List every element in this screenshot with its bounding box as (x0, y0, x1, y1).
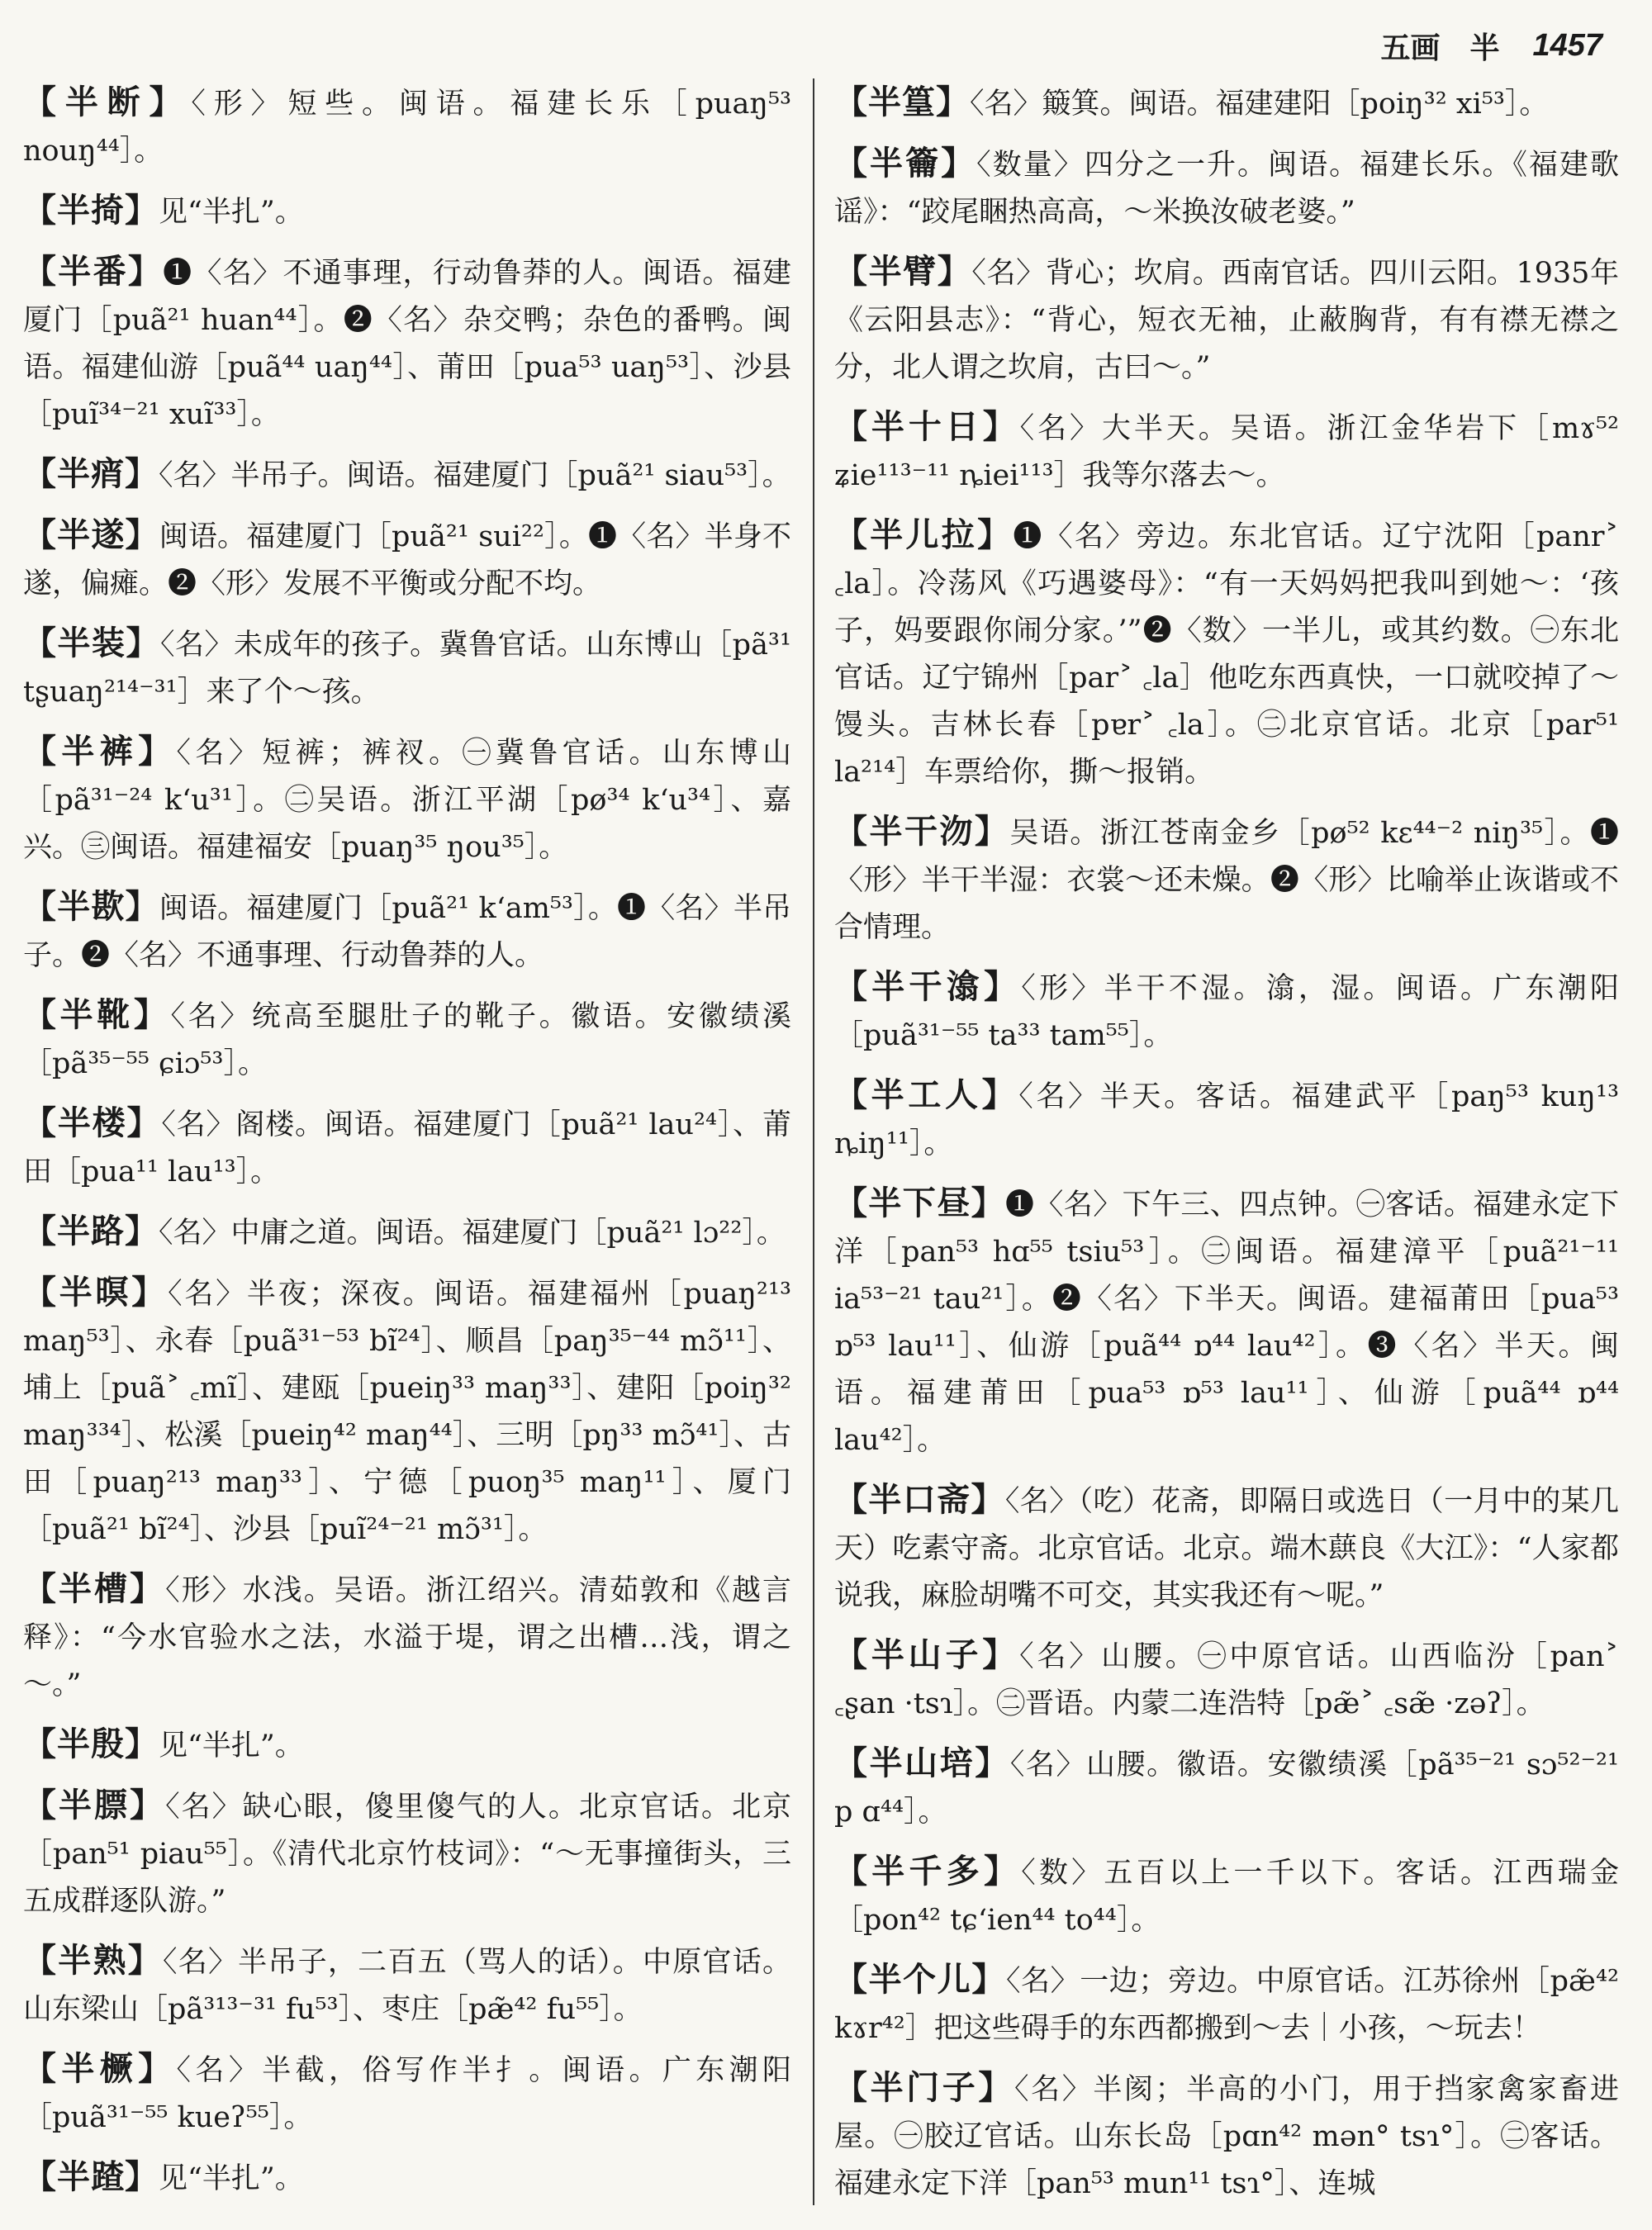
entry-headword: 【半橛】 (23, 2049, 177, 2088)
dictionary-entry (23, 728, 791, 871)
entry-definition: 〈数量〉四分之一升。闽语。福建长乐。《福建歌谣》：“跤尾睏热高高，～米换汝破老婆。” (834, 149, 1620, 229)
entry-definition: 〈名〉半截，俗写作半扌。闽语。广东潮阳［puã³¹⁻⁵⁵ kueʔ⁵⁵］。 (23, 2054, 791, 2134)
entry-definition: 〈名〉未成年的孩子。冀鲁官话。山东博山［pã³¹ tʂuaŋ²¹⁴⁻³¹］来了个～孩。 (23, 629, 791, 709)
entry-headword: 【半裤】 (23, 732, 177, 771)
entry-headword: 【半断】 (23, 83, 192, 121)
entry-definition: ❶〈名〉下午三、四点钟。㊀客话。福建永定下洋［pan⁵³ hɑ⁵⁵ tsiu⁵³］。㊁闽语。福建漳平［puã²¹⁻¹¹ ia⁵³⁻²¹ tau²¹］。❷〈名〉下半天。闽语。建福莆田［pua⁵³ ɒ⁵³ lau¹¹］、仙游［puã⁴⁴ ɒ⁴⁴ lau⁴²］。❸〈名〉半天。闽语。福建莆田［pua⁵³ ɒ⁵³ lau¹¹］、仙游［puã⁴⁴ ɒ⁴⁴ lau⁴²］。 (834, 1189, 1619, 1457)
entry-headword: 【半工人】 (834, 1075, 1019, 1114)
entry-headword: 【半槽】 (23, 1569, 166, 1608)
entry-headword: 【半山子】 (834, 1635, 1020, 1674)
entry-definition: 〈名〉（吃）花斋，即隔日或选日（一月中的某几天）吃素守斋。北京官话。北京。端木蕻良《大江》：“人家都说我，麻脸胡嘴不可交，其实我还有～呢。” (834, 1485, 1619, 1612)
entry-definition: 〈名〉半吊子，二百五（骂人的话）。中原官话。山东梁山［pã³¹³⁻³¹ fu⁵³］、枣庄［pæ̃⁴² fu⁵⁵］。 (23, 1946, 791, 2026)
dictionary-entry (23, 883, 791, 980)
dictionary-entry (834, 1476, 1619, 1620)
page-number: 1457 (1532, 27, 1602, 63)
dictionary-entry (834, 1848, 1619, 1944)
entry-headword: 【半千多】 (834, 1852, 1022, 1891)
entry-definition: 见“半扎”。 (159, 1729, 304, 1763)
entry-definition: 〈名〉山腰。㊀中原官话。山西临汾［pan˃ ꜀ʂan ·tsɿ］。㊁晋语。内蒙二连浩特［pæ̃˃ ꜀sæ̃ ·zəʔ］。 (834, 1640, 1619, 1720)
entry-headword: 【半痟】 (23, 454, 159, 493)
entry-headword: 【半装】 (23, 624, 161, 662)
entry-headword: 【半口斋】 (834, 1480, 1005, 1519)
dictionary-entry (23, 511, 791, 608)
dictionary-entry (834, 1956, 1619, 2052)
entry-headword: 【半山培】 (834, 1744, 1010, 1782)
entry-headword: 【半熟】 (23, 1941, 163, 1980)
entry-headword: 【半遂】 (23, 515, 159, 554)
dictionary-entry (23, 2045, 791, 2142)
entry-definition: 〈名〉阁楼。闽语。福建厦门［puã²¹ lau²⁴］、莆田［pua¹¹ lau¹³］。 (23, 1108, 792, 1189)
entry-headword: 【半膘】 (23, 1786, 166, 1824)
dictionary-entry (23, 187, 791, 236)
dictionary-entry (834, 1179, 1619, 1464)
dictionary-entry (834, 1631, 1619, 1728)
entry-definition: 见“半扎”。 (159, 2162, 304, 2195)
entry-definition: 〈名〉半吊子。闽语。福建厦门［puã²¹ siau⁵³］。 (159, 459, 791, 492)
dictionary-entry (834, 140, 1619, 236)
entry-definition: 〈形〉水浅。吴语。浙江绍兴。清茹敦和《越言释》：“今水官验水之法，水溢于堤，谓之出槽…浅，谓之～。” (23, 1574, 791, 1701)
dictionary-entry (23, 1565, 791, 1709)
entry-definition: 〈名〉中庸之道。闽语。福建厦门［puã²¹ lɔ²²］。 (159, 1217, 786, 1250)
dictionary-entry (834, 78, 1619, 128)
dictionary-entry (23, 248, 791, 439)
dictionary-entry (23, 1269, 791, 1554)
entry-headword: 【半干潝】 (834, 967, 1022, 1006)
entry-headword: 【半蹅】 (23, 2157, 159, 2196)
dictionary-entry (23, 1099, 791, 1196)
entry-definition: 〈名〉统高至腿肚子的靴子。徽语。安徽绩溪［pã³⁵⁻⁵⁵ ɕiɔ⁵³］。 (23, 1000, 791, 1080)
entry-headword: 【半个儿】 (834, 1960, 1006, 1999)
entry-headword: 【半掎】 (23, 191, 159, 230)
entry-definition: 〈名〉簸箕。闽语。福建建阳［poiŋ³² xi⁵³］。 (970, 88, 1549, 121)
entry-headword: 【半殷】 (23, 1725, 159, 1763)
running-head (50, 17, 1602, 74)
entry-definition: ❶〈名〉旁边。东北官话。辽宁沈阳［panr˃ ꜀la］。冷荡风《巧遇婆母》：“有一天妈妈把我叫到她～：‘孩子，妈要跟你闹分家。’”❷〈数〉一半儿，或其约数。㊀东北官话。辽宁锦州［par˃ ꜀la］他吃东西真快，一口就咬掉了～馒头。吉林长春［pɐr˃ ꜀la］。㊁北京官话。北京［par⁵¹ la²¹⁴］车票给你，撕～报销。 (834, 520, 1620, 789)
entry-headword: 【半番】 (23, 252, 164, 291)
dictionary-entry (834, 248, 1619, 391)
column-divider (813, 78, 814, 2205)
entry-headword: 【半下昼】 (834, 1184, 1005, 1222)
dictionary-entry (23, 1782, 791, 1925)
dictionary-entry (834, 1071, 1619, 1168)
dictionary-entry (23, 991, 791, 1088)
dictionary-entry (23, 1208, 791, 1257)
entry-definition: 闽语。福建厦门［puã²¹ k‘am⁵³］。❶〈名〉半吊子。❷〈名〉不通事理、行动鲁莽的人。 (23, 892, 792, 972)
entry-definition: 〈名〉山腰。徽语。安徽绩溪［pã³⁵⁻²¹ sɔ⁵²⁻²¹ p ɑ⁴⁴］。 (834, 1748, 1620, 1829)
entry-headword: 【半门子】 (834, 2068, 1015, 2107)
entry-headword: 【半歁】 (23, 887, 159, 926)
entry-headword: 【半儿拉】 (834, 515, 1014, 554)
entry-definition: 〈名〉一边；旁边。中原官话。江苏徐州［pæ̃⁴² kɤr⁴²］把这些碍手的东西都搬到～去｜小孩，～玩去！ (834, 1965, 1620, 2045)
entry-definition: 〈形〉短些。闽语。福建长乐［puaŋ⁵³ nouŋ⁴⁴］。 (23, 88, 792, 168)
entry-headword: 【半路】 (23, 1212, 159, 1250)
dictionary-entry (834, 1739, 1619, 1836)
dictionary-entry (23, 1720, 791, 1770)
entry-headword: 【半籥】 (834, 144, 977, 183)
left-column (23, 78, 791, 2213)
dictionary-entry (834, 808, 1619, 951)
entry-definition: 〈名〉背心；坎肩。西南官话。四川云阳。1935年《云阳县志》：“背心，短衣无袖，止蔽胸背，有有襟无襟之分，北人谓之坎肩，古曰～。” (834, 257, 1619, 384)
dictionary-entry (23, 1937, 791, 2033)
entry-definition: 〈名〉短裤；裤衩。㊀冀鲁官话。山东博山［pã³¹⁻²⁴ k‘u³¹］。㊁吴语。浙江平湖［pø³⁴ k‘u³⁴］、嘉兴。㊂闽语。福建福安［puaŋ³⁵ ŋou³⁵］。 (23, 737, 791, 864)
dictionary-entry (23, 78, 791, 175)
dictionary-entry (23, 619, 791, 716)
section-title: 五画 半 (1380, 30, 1500, 65)
dictionary-entry (834, 403, 1619, 500)
dictionary-entry (23, 2153, 791, 2203)
entry-definition: 〈名〉半天。客话。福建武平［paŋ⁵³ kuŋ¹³ ȵiŋ¹¹］。 (834, 1080, 1620, 1160)
dictionary-entry (834, 2064, 1619, 2208)
entry-headword: 【半暝】 (23, 1273, 169, 1312)
entry-headword: 【半靴】 (23, 995, 171, 1034)
entry-definition: ❶〈名〉不通事理，行动鲁莽的人。闽语。福建厦门［puã²¹ huan⁴⁴］。❷〈名〉杂交鸭；杂色的番鸭。闽语。福建仙游［puã⁴⁴ uaŋ⁴⁴］、莆田［pua⁵³ uaŋ⁵³］、沙县［puĩ³⁴⁻²¹ xuĩ³³］。 (23, 257, 791, 431)
entry-headword: 【半楼】 (23, 1103, 162, 1142)
entry-definition: 〈形〉半干不湿。潝，湿。闽语。广东潮阳［puã³¹⁻⁵⁵ ta³³ tam⁵⁵］。 (834, 972, 1619, 1052)
entry-headword: 【半篁】 (834, 83, 970, 121)
entry-definition: 〈名〉半阂；半高的小门，用于挡家禽家畜进屋。㊀胶辽官话。山东长岛［pɑn⁴² mən° tsɿ°］。㊁客话。福建永定下洋［pan⁵³ mun¹¹ tsɿ°］、连城 (834, 2073, 1619, 2200)
entry-headword: 【半干沕】 (834, 812, 1010, 851)
dictionary-entry (834, 963, 1619, 1060)
entry-headword: 【半臂】 (834, 252, 972, 291)
entry-definition: 闽语。福建厦门［puã²¹ sui²²］。❶〈名〉半身不遂，偏瘫。❷〈形〉发展不平衡或分配不均。 (23, 520, 792, 600)
entry-definition: 〈名〉大半天。吴语。浙江金华岩下［mɤ⁵² ʑie¹¹³⁻¹¹ ȵiei¹¹³］我等尔落去～。 (834, 412, 1620, 492)
dictionary-entry (23, 450, 791, 500)
entry-headword: 【半十日】 (834, 407, 1020, 446)
right-column (834, 78, 1619, 2213)
entry-definition: 〈数〉五百以上一千以下。客话。江西瑞金［pon⁴² tɕ‘ien⁴⁴ to⁴⁴］。 (834, 1857, 1619, 1937)
entry-definition: 吴语。浙江苍南金乡［pø⁵² kɛ⁴⁴⁻² niŋ³⁵］。❶〈形〉半干半湿：衣裳～还未燥。❷〈形〉比喻举止诙谐或不合情理。 (834, 817, 1620, 944)
entry-definition: 〈名〉缺心眼，傻里傻气的人。北京官话。北京［pan⁵¹ piau⁵⁵］。《清代北京竹枝词》：“～无事撞街头，三五成群逐队游。” (23, 1791, 791, 1918)
entry-definition: 〈名〉半夜；深夜。闽语。福建福州［puaŋ²¹³ maŋ⁵³］、永春［puã³¹⁻⁵³ bĩ²⁴］、顺昌［paŋ³⁵⁻⁴⁴ mɔ̃¹¹］、埔上［puã˃ ꜀mĩ］、建瓯［pueiŋ³³ maŋ³³］、建阳［poiŋ³² maŋ³³⁴］、松溪［pueiŋ⁴² maŋ⁴⁴］、三明［pŋ³³ mɔ̃⁴¹］、古田［puaŋ²¹³ maŋ³³］、宁德［puoŋ³⁵ maŋ¹¹］、厦门［puã²¹ bĩ²⁴］、沙县［puĩ²⁴⁻²¹ mɔ̃³¹］。 (23, 1278, 792, 1546)
entry-definition: 见“半扎”。 (159, 196, 304, 229)
dictionary-entry (834, 511, 1619, 796)
